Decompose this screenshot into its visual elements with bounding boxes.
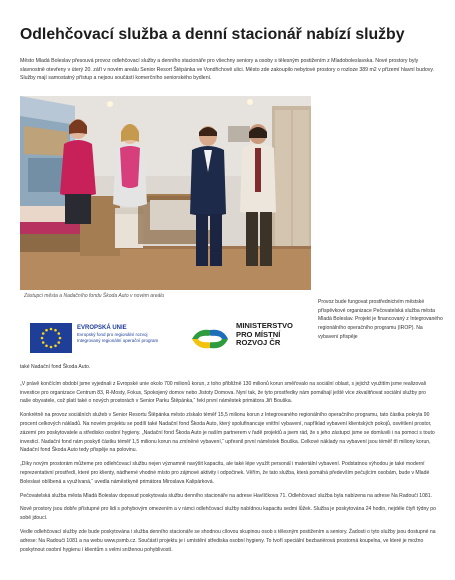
mmr-logo xyxy=(190,320,310,358)
photo-caption: Zástupci města a Nadačního fondu Škoda Auto v novém areálu xyxy=(24,293,165,299)
photo-scene xyxy=(20,96,311,290)
eu-logo xyxy=(30,321,180,357)
eu-flag-icon xyxy=(30,323,72,353)
article-lead: Město Mladá Boleslav přesouvá provoz odlehčovací služby a denního stacionáře pro všechny seniory a osoby s tělesným postižením z Mladoboleslavska. Nové prostory byly slavnostně otevřeny v úterý 20. září v novém areálu Senior Resort Štěpánka ve Vondřichově ulici. Město zde zakoupilo nebytové prostory o rozloze 389 m2 v přízemí hlavní budovy. Služby mají samostatný přístup a nejsou součástí komerčního seniorského bydlení. xyxy=(20,58,434,82)
body-paragraph: „V právě končícím období jsme vyjednali z Evropské unie okolo 700 milionů korun, z toho přibližně 130 milionů korun směřovalo na sociální oblast, s jejichž využitím jsme realizovali investice pro organizace Centrum 83, R-Mosty, Fokus, Spokojený domov nebo Jistoty Domova. Nyní tak, že tyto prostředky nám pomáhají ještě více zkvalitňovat sociální služby pro naše obyvatele, což platí také o nových prostorách v Senior Parku Štěpánka,“ řekl první náměstek primátora Jiří Bouška. xyxy=(20,380,426,405)
mmr-logo-line3: ROZVOJ ČR xyxy=(236,338,281,348)
mmr-logo-icon xyxy=(190,326,230,352)
body-paragraph: „Díky novým prostorám můžeme pro odlehčovací službu nejen významně navýšit kapacitu, ale také lépe využít personál i materiální vybavení. Podstatnou výhodou je také moderní reprezentativní prostředí, které pro klienty, nádherné vhodné místo pro zájmové aktivity i odpočinek. Věřím, že tato služba, která pomáhá především pečujícím osobám, bude v Mladé Boleslavi oblíbená a využívaná,“ uvedla náměstkyně primátora Miroslava Kalipárková. xyxy=(20,461,430,485)
article-body xyxy=(20,363,438,559)
mmr-logo-text xyxy=(236,322,316,348)
body-paragraph: Vedle odlehčovací služby zde bude poskytována i služba denního stacionáře se shodnou cílovou skupinou osob s tělesným postižením a seniory. Žadosti o tyto služby jsou dostupné na adrese: Na Radouči 1081 a na webu www.psmb.cz. Součástí projektu je i umístění střediska osobní hygieny. To tvoří speciální bezbariérová prostorná koupelna, ve které je možno poskytnout osobní hygienu i klientům s velmi sníženou pohyblivostí. xyxy=(20,528,436,553)
eu-logo-line2: Integrovaný regionální operační program xyxy=(77,338,159,343)
body-paragraph: Pečovatelská služba města Mladá Boleslav doposud poskytovala službu denního stacionáře na adrese Havlíčkova 71. Odlehčovací služba byla nabízena na adrese Na Radouči 1081. xyxy=(20,492,432,499)
body-paragraph: Konkrétně na provoz sociálních služeb v Senior Resortu Štěpánka město získalo téměř 15,5 milionu korun z Integrovaného regionálního operačního programu, tato částka pokryla 90 procent celkových nákladů. Na novém projektu se podílí také Nadační fond Škoda Auto, který spolufinancuje vnitřní vybavení, například vybavení klientských pokojů, osvětlení prostor, zázemí pro poskytovatele a středisko osobní hygieny. „Nadační fond Škoda Auto je naším partnerem v řadě projektů a jsem rád, že s jeho zástupci jsme se domluvili i na pomoci s touto investicí. Nadační fond nám poskytl částku téměř 1,5 milionu korun na zmíněné vybavení,“ upřesnil první náměstek Bouška. Celkové náklady na vybavení jsou téměř tři miliony korun, Nadační fond Škoda Auto tedy přispěje na polovinu. xyxy=(20,412,435,454)
article-photo[interactable] xyxy=(20,96,311,290)
eu-logo-line1: Evropský fond pro regionální rozvoj xyxy=(77,332,148,337)
continuation-line: také Nadační fond Škoda Auto. xyxy=(20,364,91,370)
article-title: Odlehčovací služba a denní stacionář nabízí služby xyxy=(20,26,405,43)
body-paragraph: Nově prostory jsou dobře přístupné pro lidi s pohybovým omezením a v rámci odlehčovací služby nabídnou kapacitu sedmi lůžek. Služba je poskytována 24 hodin, nejdéle čtyři týdny po sobě jdoucí. xyxy=(20,506,436,522)
eu-logo-title: EVROPSKÁ UNIE xyxy=(77,325,127,331)
side-paragraph: Provoz bude fungovat prostřednictvím městské příspěvkové organizace Pečovatelská služba města Mladá Boleslav. Projekt je financovaný z Integrovaného regionálního operačního programu (IROP). Na vybavení přispěje xyxy=(318,299,443,340)
mmr-logo-line1: MINISTERSTVO xyxy=(236,321,293,330)
eu-logo-text xyxy=(77,325,177,344)
mmr-logo-line2: PRO MÍSTNÍ xyxy=(236,329,281,339)
